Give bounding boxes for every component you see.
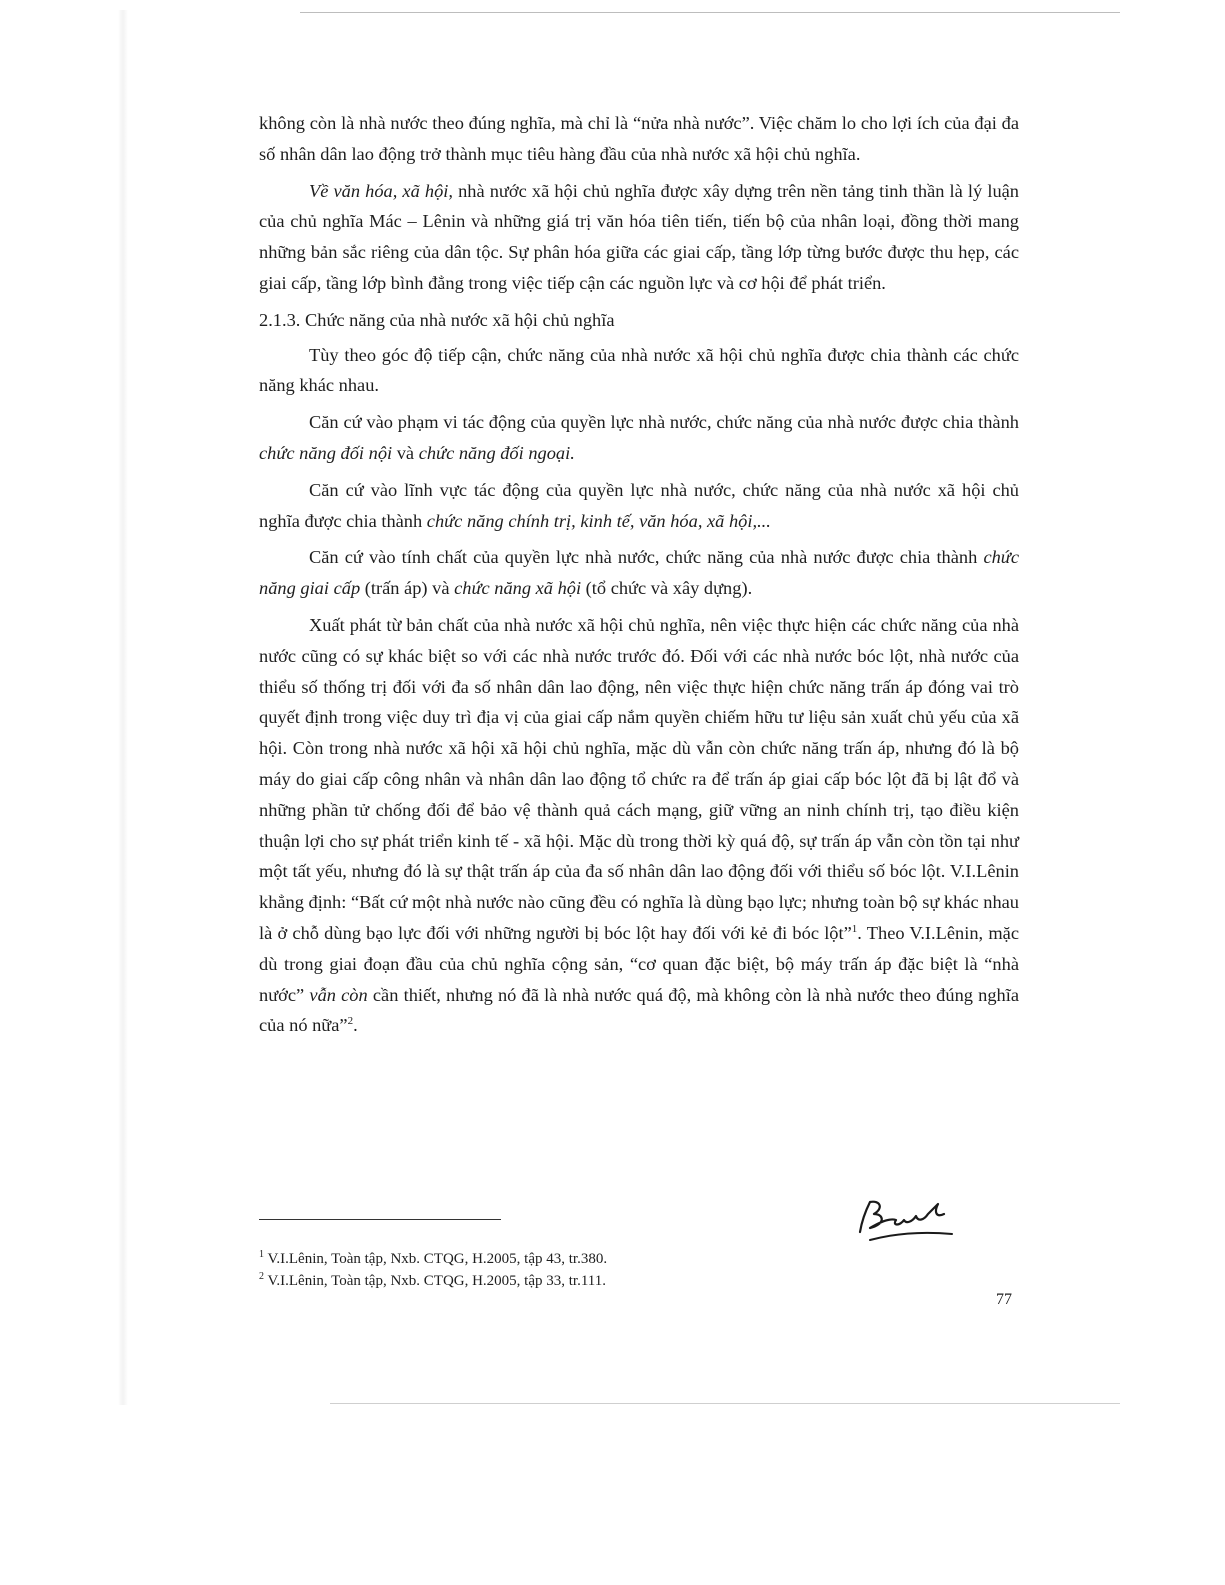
footnote-separator [259,1219,501,1220]
page-number: 77 [996,1291,1012,1308]
footnote-ref-1: 1 [851,922,858,935]
paragraph-nature: Căn cứ vào tính chất của quyền lực nhà nước, chức năng của nhà nước được chia thành chức năng giai cấp (trấn áp) và chức năng xã hội (tổ chức và xây dựng). [259,547,1019,599]
paragraph-field: Căn cứ vào lĩnh vực tác động của quyền lực nhà nước, chức năng của nhà nước xã hội chủ nghĩa được chia thành chức năng chính trị, kinh tế, văn hóa, xã hội,... [259,479,1019,531]
paragraph-functions-intro: Tùy theo góc độ tiếp cận, chức năng của nhà nước xã hội chủ nghĩa được chia thành các chức năng khác nhau. [259,344,1019,396]
signature-mark [840,1192,970,1252]
section-heading: 2.1.3. Chức năng của nhà nước xã hội chủ nghĩa [259,309,615,330]
bottom-scan-line [330,1403,1120,1404]
paragraph-origin: Xuất phát từ bản chất của nhà nước xã hội chủ nghĩa, nên việc thực hiện các chức năng của nhà nước cũng có sự khác biệt so với các nhà nước trước đó. Đối với các nhà nước bóc lột, nhà nước của thiểu số thống trị đối với đa số nhân dân lao động, nên việc thực hiện chức năng trấn áp đóng vai trò quyết định trong việc duy trì địa vị của giai cấp nắm quyền chiếm hữu tư liệu sản xuất chủ yếu của xã hội. Còn trong nhà nước xã hội xã hội chủ nghĩa, mặc dù vẫn còn chức năng trấn áp, nhưng đó là bộ máy do giai cấp công nhân và nhân dân lao động tổ chức ra để trấn áp giai cấp bóc lột đã bị lật đổ và những phần tử chống đối để bảo vệ thành quả cách mạng, giữ vững an ninh chính trị, tạo điều kiện thuận lợi cho sự phát triển kinh tế - xã hội. Mặc dù trong thời kỳ quá độ, sự trấn áp vẫn còn tồn tại như một tất yếu, nhưng đó là sự thật trấn áp của đa số nhân dân lao động đối với thiểu số bóc lột. V.I.Lênin khẳng định: “Bất cứ một nhà nước nào cũng đều có nghĩa là dùng bạo lực; nhưng toàn bộ sự khác nhau là ở chỗ dùng bạo lực đối với những người bị bóc lột hay đối với kẻ đi bóc lột”$^1$. Theo V.I.Lênin, mặc dù trong giai đoạn đầu của chủ nghĩa cộng sản, “cơ quan đặc biệt, bộ máy trấn áp đặc biệt là “nhà nước” vẫn còn cần thiết, nhưng nó đã là nhà nước quá độ, mà không còn là nhà nước theo đúng nghĩa của nó nữa”$^2$. [259,614,1019,1036]
paragraph-scope: Căn cứ vào phạm vi tác động của quyền lực nhà nước, chức năng của nhà nước được chia thành chức năng đối nội và chức năng đối ngoại. [259,412,1019,463]
footnote-ref-2: 2 [347,1015,354,1028]
footnote-1: $^1$ V.I.Lênin, Toàn tập, Nxb. CTQG, H.2005, tập 43, tr.380. [259,1249,608,1267]
page-body [259,108,1019,1047]
top-scan-line [300,12,1120,13]
scan-shadow [118,10,128,1405]
footnotes [259,1248,879,1292]
paragraph-continuation: không còn là nhà nước theo đúng nghĩa, mà chỉ là “nửa nhà nước”. Việc chăm lo cho lợi ích của đại đa số nhân dân lao động trở thành mục tiêu hàng đầu của nhà nước xã hội chủ nghĩa. [259,113,1019,164]
italic-lead: Về văn hóa, xã hội, [309,180,453,201]
footnote-2: $^2$ V.I.Lênin, Toàn tập, Nxb. CTQG, H.2005, tập 33, tr.111. [259,1271,606,1289]
paragraph-culture-society: Về văn hóa, xã hội, nhà nước xã hội chủ nghĩa được xây dựng trên nền tảng tinh thần là lý luận của chủ nghĩa Mác – Lênin và những giá trị văn hóa tiên tiến, tiến bộ của nhân loại, đồng thời mang những bản sắc riêng của dân tộc. Sự phân hóa giữa các giai cấp, tầng lớp từng bước được thu hẹp, các giai cấp, tầng lớp bình đẳng trong việc tiếp cận các nguồn lực và cơ hội để phát triển. [259,180,1019,293]
